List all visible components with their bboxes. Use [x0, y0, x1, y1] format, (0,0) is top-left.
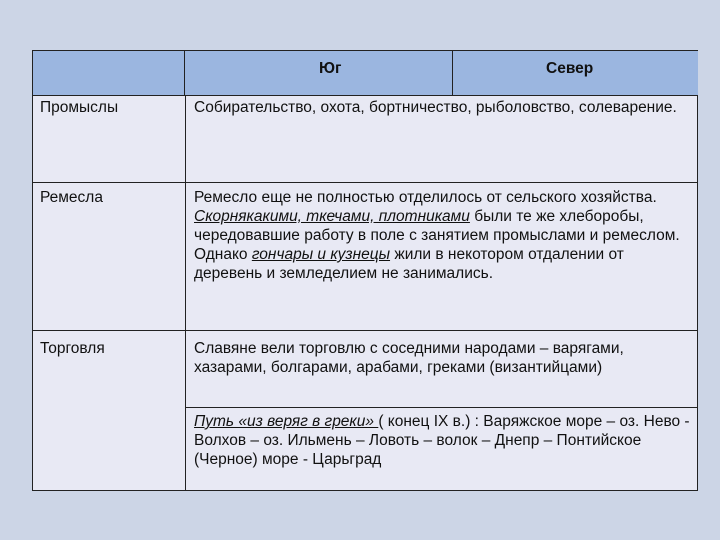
trade-route-text: ( конец IX в.) : Варяжское море – оз. Нево - Волхов – оз. Ильмень – Ловоть – волок – Днепр – Понтийское (Черное) море - Царьград [194, 413, 690, 468]
sub-row-divider [185, 407, 697, 408]
header-south-label: Юг [319, 60, 342, 77]
row-content-promysly: Собирательство, охота, бортничество, рыболовство, солеварение. [194, 99, 677, 116]
remesla-emphasis-craftsmen: Скорнякакими, ткечами, плотниками [194, 208, 470, 225]
header-empty-cell [33, 51, 185, 95]
row-label-torgovlya: Торговля [40, 340, 105, 357]
row-label-promysly: Промыслы [40, 99, 119, 116]
row-content-remesla [194, 188, 694, 283]
row-divider [33, 330, 697, 331]
remesla-emphasis-potters-smiths: гончары и кузнецы [251, 246, 391, 263]
row-content-trade-route [194, 412, 694, 469]
header-south-cell [185, 51, 453, 95]
row-divider [33, 95, 697, 96]
trade-route-title: Путь «из веряг в греки» [194, 413, 379, 430]
comparison-table [32, 50, 698, 491]
row-divider [33, 182, 697, 183]
header-north-cell [453, 51, 698, 95]
column-divider [185, 95, 186, 490]
row-label-remesla: Ремесла [40, 189, 103, 206]
row-content-torgovlya: Славяне вели торговлю с соседними народами – варягами, хазарами, болгарами, арабами, греками (византийцами) [194, 340, 624, 376]
remesla-text-1: Ремесло еще не полностью отделилось от сельского хозяйства. [194, 189, 657, 206]
remesla-text-2: были те же хлеборобы, чередовавшие работу в поле с занятием промыслами и ремеслом. Однако [194, 208, 680, 263]
remesla-text-3: жили в некотором отдалении от деревень и земледелием не занимались. [194, 246, 624, 282]
header-north-label: Север [546, 60, 594, 77]
